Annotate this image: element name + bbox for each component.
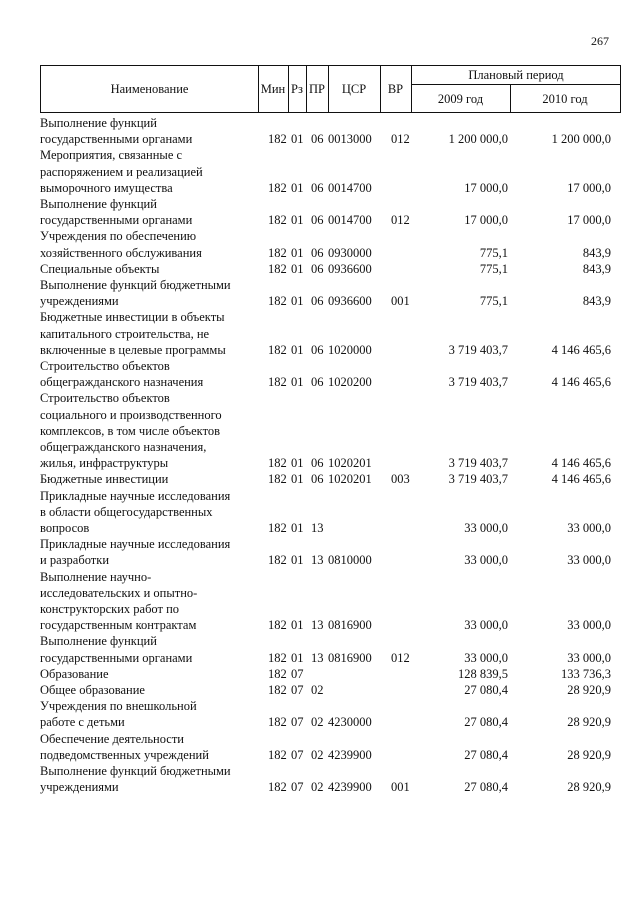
row-name: [40, 666, 262, 682]
cell-pr: 02: [311, 715, 324, 730]
row-name-line: учреждениями: [40, 294, 119, 309]
row-name-line: государственными органами: [40, 132, 193, 147]
cell-csr: 0936600: [328, 294, 372, 309]
cell-2009: 3 719 403,7: [448, 456, 508, 471]
cell-2010: 33 000,0: [567, 553, 611, 568]
row-name-line: исследовательских и опытно-: [40, 585, 198, 600]
row-name: [40, 731, 262, 763]
cell-rz: 07: [291, 780, 304, 795]
table-row: [40, 147, 620, 196]
cell-min: 182: [268, 245, 287, 260]
cell-min: 182: [268, 715, 287, 730]
cell-2009: 27 080,4: [464, 780, 508, 795]
cell-csr: 1020201: [328, 472, 372, 487]
header-min: Мин: [260, 82, 286, 96]
cell-vr: 001: [391, 780, 410, 795]
cell-pr: 06: [311, 245, 324, 260]
cell-min: 182: [268, 342, 287, 357]
row-name-line: Общее образование: [40, 683, 145, 697]
cell-csr: 0014700: [328, 180, 372, 195]
row-name-line: конструкторских работ по: [40, 602, 180, 616]
row-name-line: Выполнение функций бюджетными: [40, 764, 231, 778]
cell-vr: 012: [391, 213, 410, 228]
cell-rz: 07: [291, 666, 304, 681]
row-name: [40, 763, 262, 795]
cell-2010: 1 200 000,0: [551, 132, 611, 147]
row-name-line: Мероприятия, связанные с: [40, 148, 183, 163]
table-row: [40, 488, 620, 537]
table-row: [40, 763, 620, 795]
header-name: Наименование: [110, 82, 189, 96]
cell-2009: 33 000,0: [464, 553, 508, 568]
row-name-line: Выполнение функций бюджетными: [40, 278, 231, 292]
cell-2010: 28 920,9: [567, 780, 611, 795]
cell-csr: 0816900: [328, 618, 372, 633]
cell-csr: 0930000: [328, 245, 372, 260]
row-name-line: включенные в целевые программы: [40, 342, 226, 357]
row-name-line: учреждениями: [40, 780, 119, 795]
row-name-line: работе с детьми: [40, 715, 125, 730]
cell-2010: 28 920,9: [567, 682, 611, 697]
cell-min: 182: [268, 456, 287, 471]
cell-csr: 0816900: [328, 650, 372, 665]
row-name-line: социального и производственного: [40, 407, 222, 422]
header-year-2010: 2010 год: [542, 92, 588, 106]
cell-pr: 06: [311, 261, 324, 276]
table-row: [40, 666, 620, 682]
row-name-line: комплексов, в том числе объектов: [40, 423, 221, 438]
cell-rz: 07: [291, 715, 304, 730]
cell-csr: 1020201: [328, 456, 372, 471]
cell-pr: 06: [311, 180, 324, 195]
cell-2010: 28 920,9: [567, 747, 611, 762]
row-name: [40, 358, 262, 390]
page-number: 267: [591, 34, 609, 48]
header-bottom-border: [40, 112, 621, 113]
table-row: [40, 115, 620, 147]
cell-pr: 13: [311, 618, 324, 633]
cell-2009: 3 719 403,7: [448, 472, 508, 487]
cell-pr: 13: [311, 553, 324, 568]
row-name-line: государственными органами: [40, 650, 193, 665]
cell-min: 182: [268, 553, 287, 568]
cell-2009: 33 000,0: [464, 650, 508, 665]
cell-pr: 13: [311, 650, 324, 665]
row-name: [40, 471, 262, 487]
cell-2010: 4 146 465,6: [551, 342, 611, 357]
table-row: [40, 569, 620, 634]
row-name-line: и разработки: [40, 553, 110, 568]
cell-vr: 012: [391, 132, 410, 147]
row-name-line: Выполнение научно-: [40, 569, 152, 584]
cell-min: 182: [268, 132, 287, 147]
cell-csr: 0936600: [328, 261, 372, 276]
row-name-line: государственным контрактам: [40, 618, 197, 633]
row-name-line: Обеспечение деятельности: [40, 731, 185, 746]
cell-rz: 01: [291, 650, 304, 665]
cell-pr: 13: [311, 520, 324, 535]
header-planned-period: Плановый период: [468, 68, 564, 82]
table-row: [40, 358, 620, 390]
row-name-line: Выполнение функций: [40, 197, 157, 211]
header-vr: ВР: [387, 82, 404, 96]
cell-min: 182: [268, 780, 287, 795]
cell-pr: 06: [311, 456, 324, 471]
cell-2010: 4 146 465,6: [551, 456, 611, 471]
cell-2010: 4 146 465,6: [551, 472, 611, 487]
row-name-line: хозяйственного обслуживания: [40, 245, 202, 260]
table-row: [40, 196, 620, 228]
row-name-line: жилья, инфраструктуры: [40, 456, 169, 471]
table-row: [40, 228, 620, 260]
row-name-line: Специальные объекты: [40, 261, 160, 276]
cell-2010: 843,9: [582, 261, 611, 276]
cell-pr: 02: [311, 682, 324, 697]
cell-min: 182: [268, 650, 287, 665]
cell-2010: 843,9: [582, 245, 611, 260]
cell-pr: 06: [311, 472, 324, 487]
table-row: [40, 536, 620, 568]
cell-2009: 27 080,4: [464, 682, 508, 697]
row-name-line: Бюджетные инвестиции в объекты: [40, 310, 225, 325]
cell-rz: 01: [291, 245, 304, 260]
cell-pr: 06: [311, 132, 324, 147]
cell-2010: 843,9: [582, 294, 611, 309]
cell-rz: 01: [291, 294, 304, 309]
table-row: [40, 309, 620, 358]
row-name-line: Учреждения по внешкольной: [40, 699, 197, 714]
cell-rz: 01: [291, 180, 304, 195]
period-divider: [411, 84, 621, 85]
cell-rz: 01: [291, 618, 304, 633]
cell-rz: 01: [291, 456, 304, 471]
cell-2010: 33 000,0: [567, 650, 611, 665]
cell-2009: 3 719 403,7: [448, 342, 508, 357]
cell-vr: 001: [391, 294, 410, 309]
cell-rz: 01: [291, 375, 304, 390]
cell-2009: 27 080,4: [464, 747, 508, 762]
row-name: [40, 488, 262, 537]
row-name-line: Бюджетные инвестиции: [40, 472, 169, 487]
row-name: [40, 147, 262, 196]
cell-csr: 0810000: [328, 553, 372, 568]
cell-pr: 06: [311, 342, 324, 357]
cell-pr: 02: [311, 747, 324, 762]
row-name: [40, 536, 262, 568]
cell-2009: 3 719 403,7: [448, 375, 508, 390]
cell-2009: 33 000,0: [464, 618, 508, 633]
cell-pr: 06: [311, 294, 324, 309]
row-name: [40, 228, 262, 260]
row-name: [40, 633, 262, 665]
cell-min: 182: [268, 294, 287, 309]
cell-csr: 1020000: [328, 342, 372, 357]
header-year-2009: 2009 год: [437, 92, 484, 106]
cell-2009: 775,1: [479, 245, 508, 260]
row-name-line: государственными органами: [40, 213, 193, 228]
row-name: [40, 196, 262, 228]
cell-rz: 07: [291, 747, 304, 762]
cell-min: 182: [268, 213, 287, 228]
row-name: [40, 261, 262, 277]
cell-pr: 06: [311, 375, 324, 390]
row-name-line: Образование: [40, 666, 109, 681]
row-name: [40, 698, 262, 730]
cell-rz: 01: [291, 213, 304, 228]
cell-csr: 0014700: [328, 213, 372, 228]
cell-2009: 27 080,4: [464, 715, 508, 730]
cell-2009: 17 000,0: [464, 213, 508, 228]
cell-min: 182: [268, 747, 287, 762]
row-name-line: капитального строительства, не: [40, 326, 210, 341]
header-pr: ПР: [309, 82, 325, 96]
row-name-line: Учреждения по обеспечению: [40, 229, 197, 244]
row-name-line: подведомственных учреждений: [40, 747, 209, 762]
cell-rz: 01: [291, 261, 304, 276]
row-name-line: Строительство объектов: [40, 391, 170, 406]
cell-min: 182: [268, 375, 287, 390]
cell-vr: 003: [391, 472, 410, 487]
cell-2010: 33 000,0: [567, 520, 611, 535]
row-name-line: Прикладные научные исследования: [40, 488, 231, 503]
cell-csr: 4239900: [328, 780, 372, 795]
cell-2010: 4 146 465,6: [551, 375, 611, 390]
row-name-line: Выполнение функций: [40, 634, 157, 649]
cell-rz: 01: [291, 472, 304, 487]
cell-rz: 01: [291, 132, 304, 147]
cell-2009: 128 839,5: [458, 666, 508, 681]
cell-vr: 012: [391, 650, 410, 665]
row-name: [40, 569, 262, 634]
cell-2010: 17 000,0: [567, 213, 611, 228]
cell-2009: 1 200 000,0: [448, 132, 508, 147]
cell-2009: 775,1: [479, 261, 508, 276]
row-name: [40, 390, 262, 471]
cell-2009: 775,1: [479, 294, 508, 309]
cell-csr: 4230000: [328, 715, 372, 730]
cell-2009: 33 000,0: [464, 520, 508, 535]
cell-csr: 0013000: [328, 132, 372, 147]
row-name-line: вопросов: [40, 521, 90, 535]
cell-min: 182: [268, 261, 287, 276]
cell-rz: 01: [291, 342, 304, 357]
cell-rz: 01: [291, 553, 304, 568]
header-top-border: [40, 65, 621, 66]
cell-pr: 02: [311, 780, 324, 795]
cell-2009: 17 000,0: [464, 180, 508, 195]
row-name-line: в области общегосударственных: [40, 504, 213, 519]
table-row: [40, 633, 620, 665]
row-name-line: Выполнение функций: [40, 116, 157, 130]
row-name-line: Строительство объектов: [40, 359, 170, 373]
cell-min: 182: [268, 666, 287, 681]
row-name-line: распоряжением и реализацией: [40, 164, 203, 179]
row-name-line: Прикладные научные исследования: [40, 537, 231, 552]
row-name-line: общегражданского назначения: [40, 375, 204, 390]
cell-min: 182: [268, 180, 287, 195]
cell-2010: 133 736,3: [561, 666, 611, 681]
row-name: [40, 115, 262, 147]
row-name-line: выморочного имущества: [40, 180, 173, 195]
cell-rz: 07: [291, 682, 304, 697]
row-name: [40, 277, 262, 309]
row-name-line: общегражданского назначения,: [40, 440, 207, 454]
cell-min: 182: [268, 520, 287, 535]
table-row: [40, 277, 620, 309]
table-row: [40, 390, 620, 471]
cell-pr: 06: [311, 213, 324, 228]
cell-min: 182: [268, 618, 287, 633]
cell-2010: 28 920,9: [567, 715, 611, 730]
table-row: [40, 682, 620, 698]
header-rz: Рз: [291, 82, 303, 96]
cell-min: 182: [268, 472, 287, 487]
cell-2010: 33 000,0: [567, 618, 611, 633]
table-row: [40, 698, 620, 730]
row-name: [40, 309, 262, 358]
table-row: [40, 471, 620, 487]
cell-min: 182: [268, 682, 287, 697]
cell-csr: 1020200: [328, 375, 372, 390]
table-row: [40, 261, 620, 277]
table-row: [40, 731, 620, 763]
header-csr: ЦСР: [341, 82, 367, 96]
cell-csr: 4239900: [328, 747, 372, 762]
cell-rz: 01: [291, 520, 304, 535]
cell-2010: 17 000,0: [567, 180, 611, 195]
row-name: [40, 682, 262, 698]
